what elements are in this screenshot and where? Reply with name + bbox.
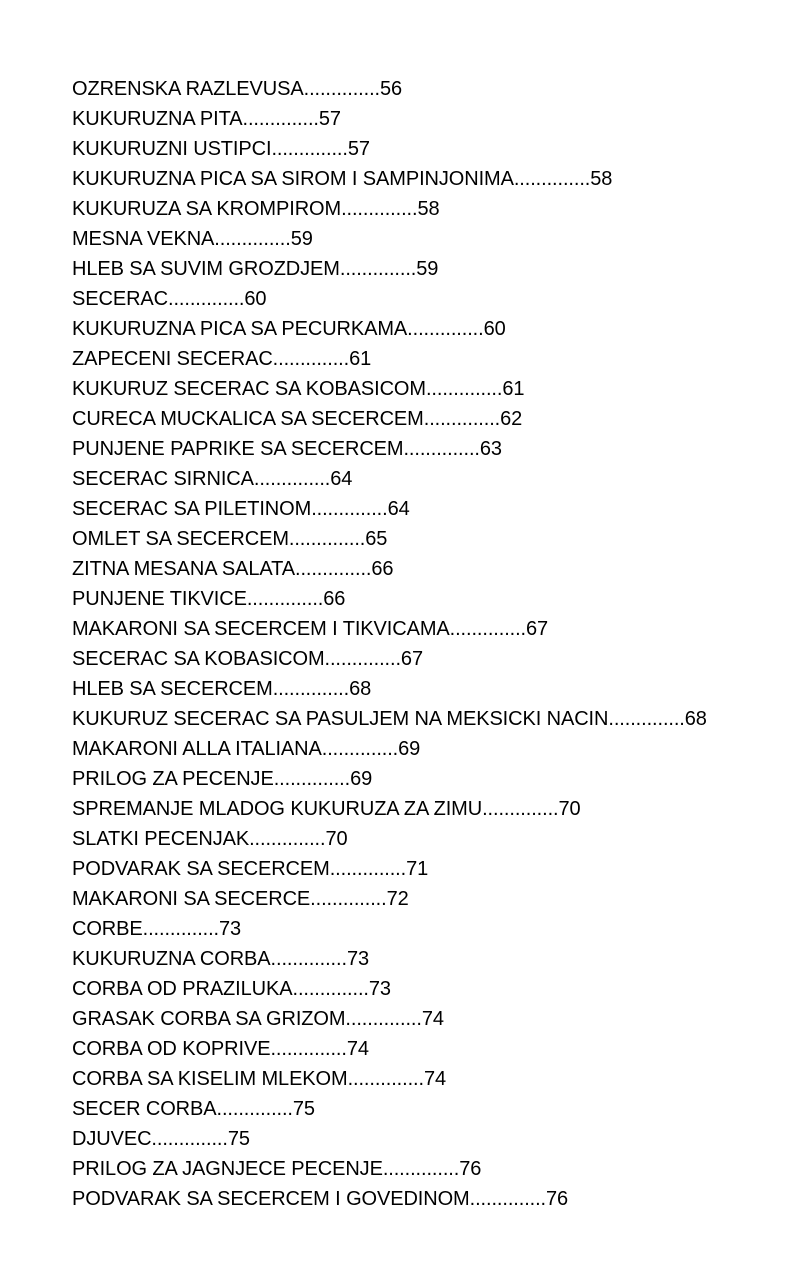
toc-entry-title: ZITNA MESANA SALATA	[72, 558, 295, 580]
toc-entry	[72, 1124, 707, 1154]
toc-entry	[72, 764, 707, 794]
toc-entry-leader: ..............	[303, 78, 381, 100]
toc-entry-page-number: 64	[330, 468, 353, 490]
table-of-contents	[72, 74, 707, 1214]
toc-entry-leader: ..............	[292, 978, 369, 1000]
toc-entry	[72, 1184, 707, 1214]
toc-entry-title: OZRENSKA RAZLEVUSA	[72, 78, 304, 100]
toc-entry-leader: ..............	[253, 468, 331, 490]
toc-entry	[72, 1064, 707, 1094]
toc-entry-leader: ..............	[321, 738, 399, 760]
toc-entry-title: PODVARAK SA SECERCEM I GOVEDINOM	[72, 1188, 470, 1210]
toc-entry-page-number: 75	[292, 1098, 315, 1120]
toc-entry-page-number: 61	[502, 378, 525, 400]
toc-entry-leader: ..............	[270, 948, 347, 970]
toc-entry	[72, 134, 707, 164]
toc-entry-leader: ..............	[513, 168, 591, 190]
toc-entry-page-number: 64	[387, 498, 410, 520]
toc-entry-page-number: 68	[684, 708, 707, 730]
toc-entry-page-number: 62	[500, 408, 523, 430]
toc-entry-page-number: 67	[400, 648, 423, 670]
toc-entry-leader: ..............	[329, 858, 407, 880]
toc-entry-leader: ..............	[168, 288, 245, 310]
toc-entry-title: MAKARONI SA SECERCE	[72, 888, 311, 910]
toc-entry-leader: ..............	[271, 138, 348, 160]
toc-entry-leader: ..............	[249, 828, 326, 850]
toc-entry	[72, 404, 707, 434]
toc-entry-title: KUKURUZNA PICA SA SIROM I SAMPINJONIMA	[72, 168, 514, 190]
toc-entry	[72, 614, 707, 644]
toc-entry-page-number: 75	[227, 1128, 250, 1150]
toc-entry	[72, 284, 707, 314]
toc-entry	[72, 464, 707, 494]
toc-entry	[72, 854, 707, 884]
toc-entry-title: KUKURUZA SA KROMPIROM	[72, 198, 342, 220]
toc-entry-page-number: 68	[349, 678, 372, 700]
toc-entry-title: CORBA SA KISELIM MLEKOM	[72, 1068, 348, 1090]
toc-entry-page-number: 72	[386, 888, 409, 910]
toc-entry	[72, 314, 707, 344]
toc-entry-page-number: 66	[371, 558, 394, 580]
toc-entry-page-number: 69	[398, 738, 421, 760]
toc-entry-title: DJUVEC	[72, 1128, 152, 1150]
toc-entry-leader: ..............	[339, 258, 417, 280]
toc-entry-page-number: 58	[417, 198, 440, 220]
toc-entry-page-number: 61	[349, 348, 372, 370]
toc-entry-title: SECERAC	[72, 288, 168, 310]
toc-entry-leader: ..............	[449, 618, 527, 640]
toc-entry	[72, 74, 707, 104]
toc-entry-page-number: 73	[346, 948, 369, 970]
toc-entry-title: SECERAC SA KOBASICOM	[72, 648, 325, 670]
toc-entry-title: HLEB SA SECERCEM	[72, 678, 273, 700]
toc-entry-title: SLATKI PECENJAK	[72, 828, 250, 850]
toc-entry-title: SECER CORBA	[72, 1098, 217, 1120]
toc-entry	[72, 734, 707, 764]
toc-entry	[72, 584, 707, 614]
toc-entry-leader: ..............	[382, 1158, 460, 1180]
toc-entry-page-number: 59	[290, 228, 313, 250]
toc-entry-leader: ..............	[347, 1068, 424, 1090]
toc-entry-page-number: 76	[459, 1158, 482, 1180]
toc-entry	[72, 1004, 707, 1034]
toc-entry-title: KUKURUZ SECERAC SA PASULJEM NA MEKSICKI NACIN	[72, 708, 609, 730]
toc-entry-title: MAKARONI SA SECERCEM I TIKVICAMA	[72, 618, 450, 640]
toc-entry-page-number: 57	[347, 138, 370, 160]
toc-entry-title: KUKURUZ SECERAC SA KOBASICOM	[72, 378, 426, 400]
toc-entry-page-number: 76	[546, 1188, 569, 1210]
toc-entry-page-number: 74	[423, 1068, 447, 1090]
toc-entry-title: KUKURUZNI USTIPCI	[72, 138, 272, 160]
toc-entry-leader: ..............	[272, 348, 350, 370]
toc-entry-page-number: 70	[558, 798, 581, 820]
toc-entry-title: PUNJENE TIKVICE	[72, 588, 247, 610]
toc-entry-page-number: 57	[318, 108, 341, 130]
toc-entry	[72, 344, 707, 374]
toc-entry-title: CURECA MUCKALICA SA SECERCEM	[72, 408, 424, 430]
toc-entry-title: CORBA OD KOPRIVE	[72, 1038, 271, 1060]
toc-entry-page-number: 66	[323, 588, 346, 610]
toc-entry-page-number: 74	[346, 1038, 369, 1060]
toc-entry-leader: ..............	[425, 378, 503, 400]
toc-entry-title: CORBA OD PRAZILUKA	[72, 978, 293, 1000]
toc-entry-page-number: 59	[416, 258, 439, 280]
toc-entry-page-number: 74	[421, 1008, 444, 1030]
toc-entry-title: PRILOG ZA JAGNJECE PECENJE	[72, 1158, 383, 1180]
toc-entry	[72, 554, 707, 584]
toc-entry	[72, 254, 707, 284]
toc-entry	[72, 1154, 707, 1184]
toc-entry-page-number: 60	[244, 288, 267, 310]
toc-entry-title: MESNA VEKNA	[72, 228, 215, 250]
toc-entry	[72, 524, 707, 554]
toc-entry-page-number: 67	[526, 618, 549, 640]
toc-entry-leader: ..............	[273, 768, 351, 790]
toc-entry	[72, 494, 707, 524]
toc-entry-leader: ..............	[310, 888, 387, 910]
toc-entry-leader: ..............	[407, 318, 484, 340]
toc-entry	[72, 794, 707, 824]
toc-entry-leader: ..............	[345, 1008, 422, 1030]
toc-entry-leader: ..............	[482, 798, 559, 820]
toc-entry-title: GRASAK CORBA SA GRIZOM	[72, 1008, 346, 1030]
toc-entry-page-number: 60	[483, 318, 506, 340]
toc-entry-leader: ..............	[608, 708, 685, 730]
toc-entry-title: MAKARONI ALLA ITALIANA	[72, 738, 322, 760]
toc-entry-title: SECERAC SIRNICA	[72, 468, 254, 490]
toc-entry-page-number: 70	[325, 828, 348, 850]
toc-entry-leader: ..............	[469, 1188, 547, 1210]
toc-entry	[72, 164, 707, 194]
toc-entry-title: SECERAC SA PILETINOM	[72, 498, 312, 520]
toc-entry	[72, 104, 707, 134]
toc-entry	[72, 944, 707, 974]
toc-entry	[72, 1034, 707, 1064]
toc-entry	[72, 224, 707, 254]
toc-entry-leader: ..............	[341, 198, 418, 220]
toc-entry	[72, 1094, 707, 1124]
toc-entry-leader: ..............	[423, 408, 501, 430]
toc-entry	[72, 884, 707, 914]
toc-entry-leader: ..............	[403, 438, 480, 460]
toc-entry	[72, 674, 707, 704]
toc-entry	[72, 194, 707, 224]
toc-entry-title: PUNJENE PAPRIKE SA SECERCEM	[72, 438, 404, 460]
toc-entry-title: PODVARAK SA SECERCEM	[72, 858, 330, 880]
toc-entry-leader: ..............	[270, 1038, 347, 1060]
toc-entry	[72, 974, 707, 1004]
toc-entry-page-number: 63	[479, 438, 502, 460]
toc-entry-title: KUKURUZNA PICA SA PECURKAMA	[72, 318, 408, 340]
toc-entry-leader: ..............	[142, 918, 220, 940]
toc-entry	[72, 374, 707, 404]
toc-entry-leader: ..............	[242, 108, 319, 130]
toc-entry-title: HLEB SA SUVIM GROZDJEM	[72, 258, 340, 280]
toc-entry-leader: ..............	[311, 498, 388, 520]
toc-entry-leader: ..............	[294, 558, 372, 580]
toc-entry	[72, 914, 707, 944]
toc-entry-title: CORBE	[72, 918, 143, 940]
toc-entry-title: SPREMANJE MLADOG KUKURUZA ZA ZIMU	[72, 798, 483, 820]
toc-entry	[72, 824, 707, 854]
toc-entry	[72, 644, 707, 674]
toc-entry-page-number: 73	[219, 918, 242, 940]
toc-entry-title: ZAPECENI SECERAC	[72, 348, 273, 370]
toc-entry-leader: ..............	[246, 588, 324, 610]
toc-entry-page-number: 65	[365, 528, 388, 550]
toc-entry-page-number: 58	[590, 168, 613, 190]
toc-entry-page-number: 56	[380, 78, 403, 100]
toc-entry-page-number: 73	[368, 978, 391, 1000]
toc-entry-leader: ..............	[324, 648, 401, 670]
toc-entry-leader: ..............	[288, 528, 366, 550]
toc-entry-page-number: 71	[406, 858, 429, 880]
toc-entry-title: KUKURUZNA PITA	[72, 108, 243, 130]
toc-entry-leader: ..............	[214, 228, 291, 250]
toc-entry-leader: ..............	[151, 1128, 228, 1150]
toc-entry-leader: ..............	[216, 1098, 293, 1120]
toc-entry	[72, 434, 707, 464]
toc-entry-title: PRILOG ZA PECENJE	[72, 768, 274, 790]
toc-entry-page-number: 69	[350, 768, 373, 790]
toc-entry-leader: ..............	[272, 678, 350, 700]
toc-entry	[72, 704, 707, 734]
toc-entry-title: KUKURUZNA CORBA	[72, 948, 271, 970]
toc-entry-title: OMLET SA SECERCEM	[72, 528, 289, 550]
